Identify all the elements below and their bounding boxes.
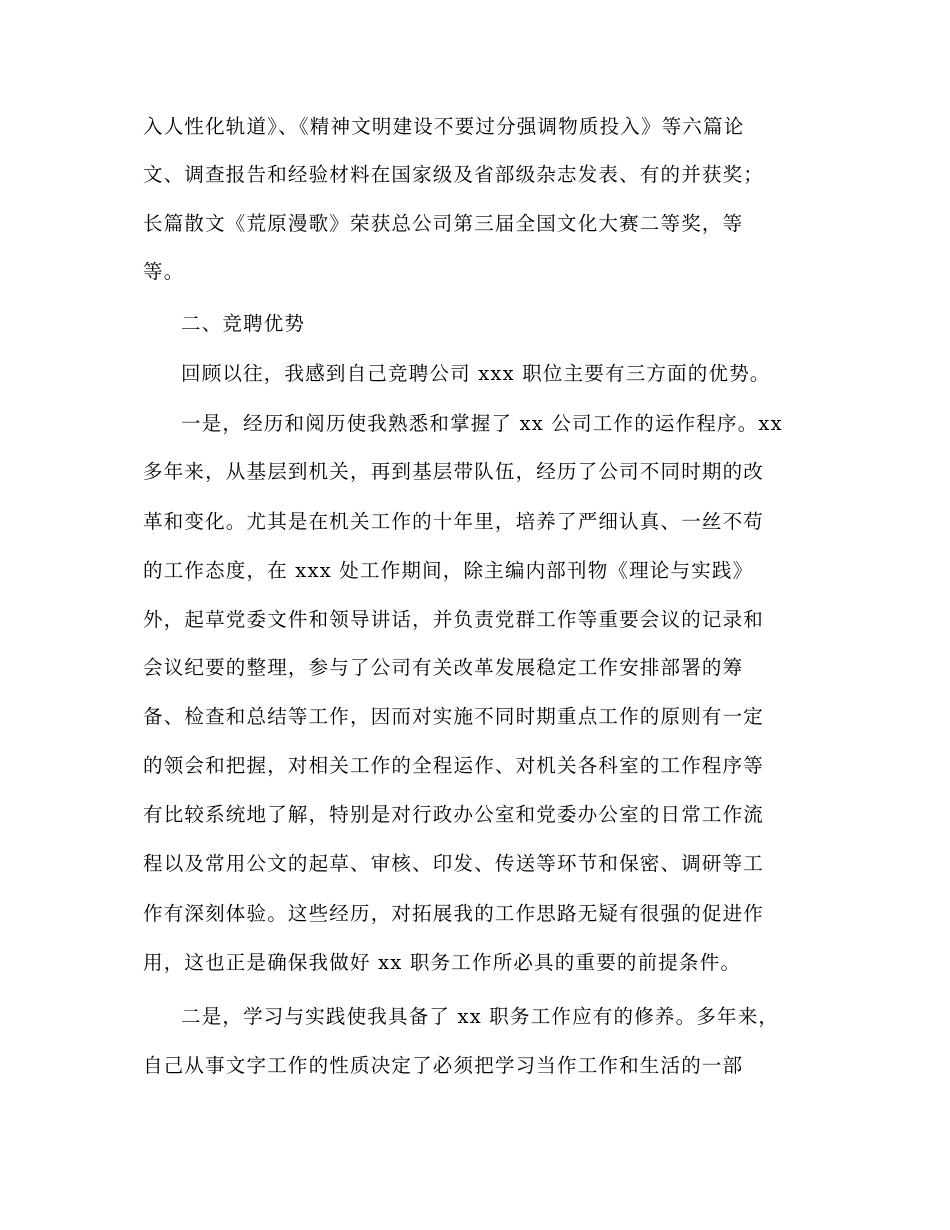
paragraph-line: 长篇散文《荒原漫歌》荣获总公司第三届全国文化大赛二等奖，等 [143, 212, 744, 235]
paragraph-line: 回顾以往，我感到自己竞聘公司 xxx 职位主要有三方面的优势。 [181, 362, 771, 385]
paragraph-line: 有比较系统地了解，特别是对行政办公室和党委办公室的日常工作流 [143, 803, 765, 826]
paragraph-line: 会议纪要的整理，参与了公司有关改革发展稳定工作安排部署的筹 [143, 656, 744, 679]
paragraph-line: 外，起草党委文件和领导讲话，并负责党群工作等重要会议的记录和 [143, 608, 765, 631]
section-heading: 二、竞聘优势 [181, 312, 306, 335]
paragraph-line: 程以及常用公文的起草、审核、印发、传送等环节和保密、调研等工 [143, 852, 765, 875]
paragraph-line: 革和变化。尤其是在机关工作的十年里，培养了严细认真、一丝不苟 [143, 510, 765, 533]
paragraph-line: 备、检查和总结等工作，因而对实施不同时期重点工作的原则有一定 [143, 705, 765, 728]
paragraph-line: 作有深刻体验。这些经历，对拓展我的工作思路无疑有很强的促进作 [143, 902, 765, 925]
paragraph-line: 文、调查报告和经验材料在国家级及省部级杂志发表、有的并获奖； [143, 163, 765, 186]
paragraph-line: 一是，经历和阅历使我熟悉和掌握了 xx 公司工作的运作程序。xx [181, 412, 783, 435]
paragraph-line: 二是，学习与实践使我具备了 xx 职务工作应有的修养。多年来， [181, 1005, 780, 1028]
paragraph-line: 用，这也正是确保我做好 xx 职务工作所必具的重要的前提条件。 [143, 951, 742, 974]
paragraph-line: 多年来，从基层到机关，再到基层带队伍，经历了公司不同时期的改 [143, 460, 765, 483]
paragraph-line: 的领会和把握，对相关工作的全程运作、对机关各科室的工作程序等 [143, 754, 765, 777]
paragraph-line: 等。 [143, 260, 185, 283]
paragraph-line: 的工作态度，在 xxx 处工作期间，除主编内部刊物《理论与实践》 [143, 559, 754, 582]
paragraph-line: 入人性化轨道》、《精神文明建设不要过分强调物质投入》等六篇论 [143, 115, 745, 138]
paragraph-line: 自己从事文字工作的性质决定了必须把学习当作工作和生活的一部 [143, 1054, 744, 1077]
